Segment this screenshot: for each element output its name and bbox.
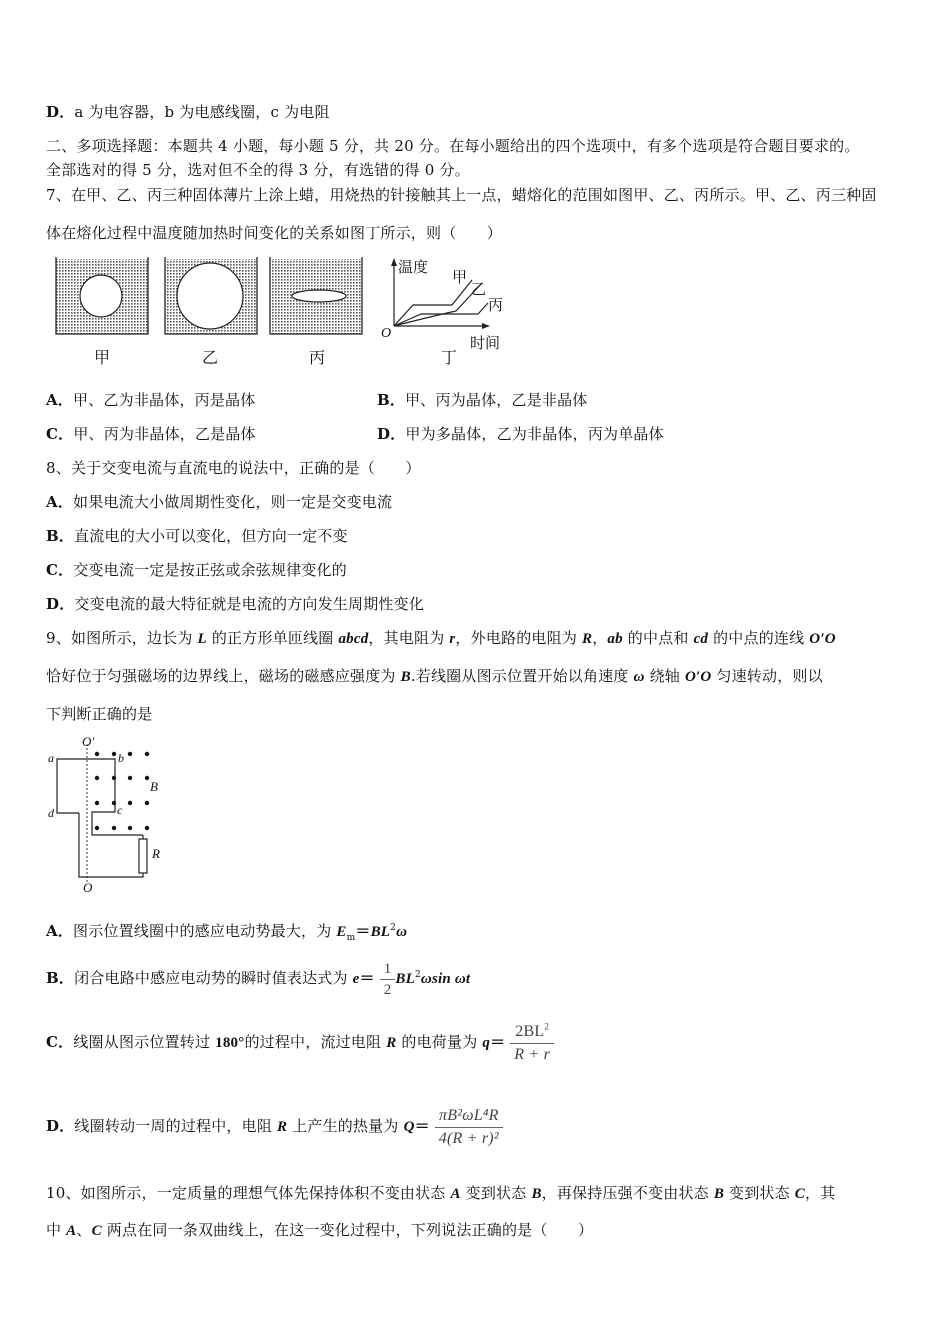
option-letter: C． <box>46 561 74 579</box>
option-text: 交变电流一定是按正弦或余弦规律变化的 <box>73 561 347 579</box>
option-text: 甲、乙为非晶体，丙是晶体 <box>73 391 256 409</box>
formula-tail: ω <box>396 924 408 940</box>
denominator: R + r <box>514 1045 551 1063</box>
label-R: R <box>152 846 160 861</box>
angle-value: 180° <box>215 1035 245 1051</box>
text: 的正方形单匝线圈 <box>206 629 339 647</box>
var-R: R <box>582 631 593 647</box>
numerator: 1 <box>380 959 396 980</box>
q9-stem-line3: 下判断正确的是 <box>46 705 153 723</box>
denominator: 4(R + r)² <box>438 1129 499 1147</box>
text: 匀速转动，则以 <box>711 667 823 685</box>
graph-origin: O <box>381 326 392 341</box>
coil <box>57 759 143 835</box>
graph-ylabel: 温度 <box>398 258 429 276</box>
formula-lhs: e <box>352 971 360 987</box>
q9-option-b[interactable] <box>46 956 470 1001</box>
text: ，其 <box>805 1184 836 1202</box>
q9-option-d[interactable] <box>46 1098 503 1155</box>
option-text: 的过程中，流过电阻 <box>244 1033 387 1051</box>
numerator <box>510 1021 554 1044</box>
graph-xlabel: 时间 <box>470 334 501 352</box>
option-letter: D． <box>377 425 406 443</box>
label-b: b <box>118 751 124 765</box>
var-axis: O′O <box>684 669 712 685</box>
option-text: 如果电流大小做周期性变化，则一定是交变电流 <box>73 493 393 511</box>
text: 的中点的连线 <box>708 629 810 647</box>
text: 中 <box>46 1221 67 1239</box>
q9-option-a[interactable] <box>46 921 407 942</box>
text: ，其电阻为 <box>368 629 450 647</box>
text: ，外电路的电阻为 <box>455 629 582 647</box>
formula-sub: m <box>346 933 356 943</box>
option-text: 甲、丙为晶体，乙是非晶体 <box>405 391 588 409</box>
formula-eq: ＝ <box>490 1033 506 1051</box>
plate-yi <box>165 257 257 334</box>
text: 变到状态 <box>460 1184 532 1202</box>
var-omega: ω <box>633 669 645 685</box>
var-A: A <box>66 1223 77 1239</box>
formula-eq: ＝ <box>414 1117 430 1135</box>
fraction-half <box>380 959 396 1000</box>
plate-bing <box>270 257 362 334</box>
option-letter: C． <box>46 425 74 443</box>
option-letter: A． <box>46 493 74 511</box>
var-R: R <box>277 1119 288 1135</box>
formula-tail: ωsin ωt <box>420 971 471 987</box>
var-R: R <box>386 1035 397 1051</box>
q7-option-c[interactable] <box>46 424 256 444</box>
var-axis: O′O <box>809 631 836 647</box>
wax-melting-figures <box>50 255 375 340</box>
text: 变到状态 <box>724 1184 795 1202</box>
formula-eq: ＝ <box>355 922 371 940</box>
option-letter: D． <box>46 1117 75 1135</box>
option-letter: B． <box>46 527 75 545</box>
option-text: 甲、丙为非晶体，乙是晶体 <box>73 425 256 443</box>
q8-option-d[interactable] <box>46 594 424 614</box>
section-header-line1: 二、多项选择题：本题共 4 小题，每小题 5 分，共 20 分。在每小题给出的四个选项中，有多个选项是符合题目要求的。 <box>46 137 860 155</box>
option-text: 闭合电路中感应电动势的瞬时值表达式为 <box>74 969 353 987</box>
option-letter: A． <box>46 922 74 940</box>
formula-sup: 2 <box>414 970 421 980</box>
circuit-wire <box>79 813 143 877</box>
var-r: r <box>449 631 456 647</box>
formula-rhs: BL <box>370 924 391 940</box>
var-ab: ab <box>607 631 623 647</box>
formula-lhs: q <box>482 1035 491 1051</box>
formula-lhs: E <box>336 924 347 940</box>
option-text: 直流电的大小可以变化，但方向一定不变 <box>74 527 348 545</box>
q8-stem: 8、关于交变电流与直流电的说法中，正确的是（ ） <box>46 459 421 477</box>
option-text: 线圈从图示位置转过 <box>73 1033 216 1051</box>
plate-jia <box>56 257 148 334</box>
option-letter: B． <box>46 969 75 987</box>
q8-option-b[interactable] <box>46 526 348 546</box>
resistor-R <box>139 839 147 873</box>
label-c: c <box>117 803 123 817</box>
option-text: a 为电容器，b 为电感线圈，c 为电阻 <box>74 103 330 121</box>
option-letter: D． <box>46 103 75 121</box>
option-text: 交变电流的最大特征就是电流的方向发生周期性变化 <box>74 595 425 613</box>
var-abcd: abcd <box>338 631 369 647</box>
text: 绕轴 <box>644 667 685 685</box>
var-A: A <box>450 1186 461 1202</box>
option-letter: D． <box>46 595 75 613</box>
q10-stem-line2 <box>46 1220 593 1241</box>
text: 、 <box>76 1221 92 1239</box>
figure-label-yi: 乙 <box>202 348 219 367</box>
label-B: B <box>150 779 158 794</box>
q9-option-c[interactable] <box>46 1016 554 1069</box>
section-header-line2: 全部选对的得 5 分，选对但不全的得 3 分，有选错的得 0 分。 <box>46 161 470 179</box>
q7-stem-line1: 7、在甲、乙、丙三种固体薄片上涂上蜡，用烧热的针接触其上一点，蜡熔化的范围如图甲、乙、丙所示。甲、乙、丙三种固 <box>46 186 877 204</box>
graph-label-yi: 乙 <box>471 280 487 298</box>
var-B: B <box>713 1186 725 1202</box>
option-letter: A． <box>46 391 74 409</box>
option-text: 甲为多晶体，乙为非晶体，丙为单晶体 <box>405 425 664 443</box>
formula-rhs: BL <box>395 971 415 987</box>
text: ，再保持压强不变由状态 <box>541 1184 714 1202</box>
var-cd: cd <box>693 631 709 647</box>
figure-label-bing: 丙 <box>309 348 326 367</box>
q8-option-a[interactable] <box>46 492 392 512</box>
option-text: 的电荷量为 <box>396 1033 483 1051</box>
prev-option-d <box>46 102 330 122</box>
q7-stem-line2: 体在熔化过程中温度随加热时间变化的关系如图丁所示，则（ ） <box>46 224 503 242</box>
formula-lhs: Q <box>403 1119 415 1135</box>
option-letter: C． <box>46 1033 74 1051</box>
q7-option-b[interactable] <box>377 390 588 410</box>
option-letter: B． <box>377 391 406 409</box>
q10-stem-line1 <box>46 1183 835 1204</box>
label-a: a <box>48 751 54 765</box>
fraction-charge <box>510 1021 554 1066</box>
label-O-prime: O′ <box>82 734 95 749</box>
formula-eq: ＝ <box>359 969 375 987</box>
text: 两点在同一条双曲线上，在这一变化过程中，下列说法正确的是（ ） <box>101 1221 594 1239</box>
text: ， <box>592 629 608 647</box>
var-B: B <box>400 669 411 685</box>
q9-stem-line1 <box>46 628 836 649</box>
numerator-sup: 2 <box>544 1021 550 1032</box>
var-C: C <box>794 1186 806 1202</box>
formula-sup: 2 <box>390 923 397 933</box>
numerator-text: 2BL <box>515 1022 545 1040</box>
var-L: L <box>197 631 207 647</box>
var-C: C <box>91 1223 102 1239</box>
q7-option-a[interactable] <box>46 390 255 410</box>
numerator: πB²ωL⁴R <box>435 1105 503 1128</box>
text: .若线圈从图示位置开始以角速度 <box>410 667 634 685</box>
q9-stem-line2 <box>46 666 823 687</box>
figure-label-ding: 丁 <box>441 348 458 367</box>
graph-label-bing: 丙 <box>488 296 504 314</box>
graph-label-jia: 甲 <box>452 268 468 286</box>
option-text: 线圈转动一周的过程中，电阻 <box>74 1117 277 1135</box>
denominator: 2 <box>383 981 392 998</box>
label-O: O <box>83 880 93 895</box>
text: 的中点和 <box>622 629 694 647</box>
q8-option-c[interactable] <box>46 560 347 580</box>
option-text: 上产生的热量为 <box>287 1117 404 1135</box>
text: 恰好位于匀强磁场的边界线上，磁场的磁感应强度为 <box>46 667 401 685</box>
figure-label-jia: 甲 <box>94 348 111 367</box>
label-d: d <box>48 806 54 820</box>
q7-option-d[interactable] <box>377 424 664 444</box>
coil-circuit-figure <box>44 736 174 896</box>
var-B: B <box>531 1186 542 1202</box>
option-text: 图示位置线圈中的感应电动势最大，为 <box>73 922 337 940</box>
text: 9、如图所示，边长为 <box>46 629 198 647</box>
text: 10、如图所示，一定质量的理想气体先保持体积不变由状态 <box>46 1184 451 1202</box>
fraction-heat <box>435 1105 503 1150</box>
